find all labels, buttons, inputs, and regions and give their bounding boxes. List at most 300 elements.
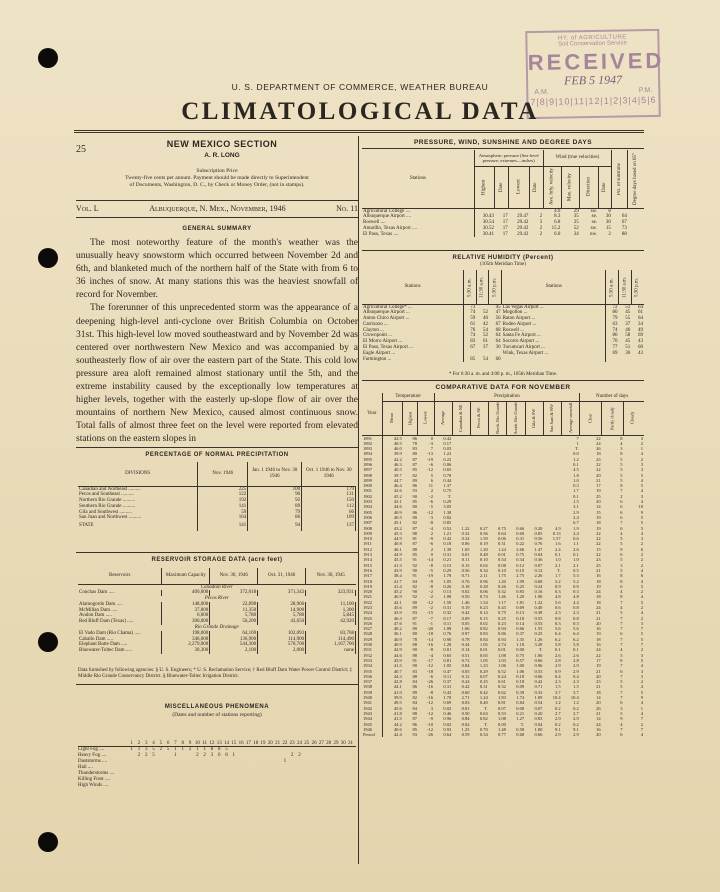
comparative-value: 22 <box>596 461 601 467</box>
comparative-value: 0.25 <box>479 679 488 685</box>
comparative-value: -19 <box>427 573 434 579</box>
day-number: 4 <box>152 741 155 746</box>
summary-heading: GENERAL SUMMARY <box>182 226 252 232</box>
humidity-value: 45 <box>495 304 501 310</box>
comparative-value: 14 <box>596 504 601 510</box>
pressure-value: 17 <box>502 225 508 231</box>
storage-value: 22,898 <box>210 602 258 608</box>
comparative-value: 92 <box>412 562 417 568</box>
comparative-value: 0.10 <box>479 557 488 563</box>
punch-hole <box>38 248 58 268</box>
day-number: 8 <box>181 741 184 746</box>
pressure-table <box>362 150 644 237</box>
comparative-value: T. <box>538 647 543 653</box>
comparative-value: 0.07 <box>534 562 543 568</box>
comparative-value: 4 <box>640 710 643 716</box>
phenomena-row <box>78 783 356 789</box>
comparative-value: 0.29 <box>443 567 452 573</box>
comparative-value: 0 <box>430 552 434 558</box>
phenomenon-label: Heavy Fog .... <box>78 753 107 758</box>
storage-value: 5,845 <box>306 613 356 619</box>
comparative-value: 9 <box>640 695 643 701</box>
day-number: 2 <box>137 741 141 746</box>
comparative-value: 5 <box>620 477 623 483</box>
comparative-value: 1.35 <box>516 636 525 642</box>
year: 1891 <box>362 435 382 441</box>
comparative-value: 7 <box>620 488 623 494</box>
comparative-value: 45.3 <box>393 530 402 536</box>
humidity-value: 46 <box>625 327 631 333</box>
humidity-heading: RELATIVE HUMIDITY (Percent) <box>452 255 554 261</box>
page-title: CLIMATOLOGICAL DATA <box>181 98 539 125</box>
comparative-value: 4.9 <box>554 525 561 531</box>
comparative-value: 0.66 <box>534 732 543 738</box>
comparative-value: 1.48 <box>498 726 506 732</box>
comparative-value: 85 <box>412 726 417 732</box>
year: 1894 <box>362 451 382 456</box>
divider <box>362 148 644 149</box>
comparative-value: 0.1 <box>554 647 561 653</box>
comparative-value: 6.2 <box>573 636 579 642</box>
comparative-value: 0.53 <box>534 668 543 674</box>
comparative-value: 0.24 <box>534 583 543 589</box>
comparative-value: 0.24 <box>461 679 470 685</box>
comparative-value: 0.01 <box>498 647 506 653</box>
comparative-value: 0.94 <box>498 626 506 632</box>
pressure-value: 17 <box>502 220 508 226</box>
pressure-value: 2 <box>539 214 543 220</box>
division-name: Northern Rio Grande .......... <box>78 498 198 504</box>
comparative-value: 16 <box>596 642 601 648</box>
pressure-value: 29 <box>573 208 579 214</box>
comparative-value: 0.66 <box>534 657 543 663</box>
comparative-value: 26 <box>596 705 601 711</box>
comparative-value: 0.02 <box>461 589 470 595</box>
comparative-value: 0.31 <box>443 684 452 690</box>
day-number: 22 <box>282 741 288 746</box>
comparative-value: 0.24 <box>498 673 506 679</box>
year: 1914 <box>362 557 382 562</box>
humidity-value: 70 <box>612 339 618 345</box>
humidity-value: 46 <box>482 316 488 322</box>
comparative-value: 0.3 <box>573 620 579 626</box>
comparative-value: 19 <box>596 663 601 669</box>
phenomenon-count: 2 <box>298 753 301 758</box>
pressure-value: 6.0 <box>554 231 561 237</box>
comparative-value: 0.56 <box>479 530 488 536</box>
col-header: Reservoirs <box>78 568 162 584</box>
comparative-value: 1.65 <box>461 546 470 552</box>
percentage-state-row <box>78 521 356 531</box>
comparative-value: 0.68 <box>534 578 543 584</box>
comparative-value: 0.09 <box>516 684 525 690</box>
year: 1897 <box>362 467 382 472</box>
comparative-value: 88 <box>412 710 417 716</box>
col-header: Canadian & NE <box>452 401 470 435</box>
comparative-value: 6 <box>620 668 623 674</box>
comparative-value: 0.50 <box>461 594 470 600</box>
percentage-value: 150 <box>302 498 356 504</box>
humidity-value: 74 <box>470 310 476 316</box>
divider <box>76 217 358 218</box>
humidity-value: 56 <box>495 316 501 322</box>
comparative-value: 0.01 <box>498 552 506 558</box>
reservoir-group: Pecos River <box>204 596 229 602</box>
pressure-value: se. <box>591 214 598 220</box>
humidity-value: 74 <box>470 333 476 339</box>
comparative-value: 0.72 <box>461 657 470 663</box>
comparative-value: -12 <box>427 710 434 716</box>
comparative-value: 85 <box>412 552 417 558</box>
storage-value: 346,000 <box>162 637 210 643</box>
year: 1934 <box>362 663 382 668</box>
comparative-value: 0.75 <box>516 652 525 658</box>
percentage-value: 86 <box>248 515 302 521</box>
humidity-value: 59 <box>470 316 476 322</box>
comparative-value: 1.5 <box>554 684 561 690</box>
comparative-value: 0.29 <box>479 668 488 674</box>
year: 1941 <box>362 700 382 705</box>
comparative-value: T. <box>484 721 488 727</box>
day-number: 13 <box>216 741 222 746</box>
comparative-value: 0.3 <box>573 483 579 489</box>
station-name: El Paso, Texas .... <box>362 232 474 238</box>
comparative-value: 21 <box>596 668 601 674</box>
comparative-value: 6 <box>640 573 643 579</box>
station-name: Wink, Texas Airport ... <box>502 351 606 357</box>
col-header: Oct. 31, 1946 <box>258 568 306 584</box>
comparative-value: 0.17 <box>443 440 452 446</box>
comparative-value: 0.40 <box>534 605 543 610</box>
comparative-value: 91 <box>412 573 417 579</box>
comparative-value: 2.71 <box>461 695 470 701</box>
phenomena-subtitle: (Dates and number of stations reporting) <box>172 712 262 718</box>
phenomenon-count <box>230 783 237 789</box>
comparative-value: 2.3 <box>554 610 561 616</box>
phenomenon-label: Thunderstorms .... <box>78 771 115 776</box>
col-header: Stations <box>362 150 474 208</box>
percentage-value: 59 <box>198 510 248 516</box>
comparative-value: 82 <box>412 472 417 478</box>
comparative-value: -4 <box>429 652 434 658</box>
comparative-value: 0.64 <box>498 530 506 536</box>
humidity-value: 63 <box>612 321 618 327</box>
day-number: 26 <box>311 741 317 746</box>
comparative-value: 2 <box>640 721 643 727</box>
humidity-value: 47 <box>495 310 501 316</box>
comparative-value: 4 <box>620 721 623 727</box>
pressure-value: 8.3 <box>554 214 561 220</box>
station-name: Las Vegas Airport ... <box>502 304 606 310</box>
comparative-value: 84 <box>412 705 417 711</box>
comparative-value: 0.83 <box>479 631 488 637</box>
station-name: Rodeo Airport ... <box>502 322 606 328</box>
comparative-value: 0.83 <box>534 716 543 722</box>
comparative-value: 0.53 <box>534 620 543 626</box>
phenomenon-count: 1 <box>283 759 287 764</box>
comparative-value: 0.97 <box>461 631 470 637</box>
comparative-value: 86 <box>412 721 417 727</box>
comparative-value: 86 <box>412 435 417 441</box>
comparative-value: 5 <box>620 541 623 547</box>
comparative-value: 5 <box>640 689 643 695</box>
comparative-value: 4 <box>640 477 643 483</box>
phenomenon-count: 1 <box>181 747 184 752</box>
comparative-value: 0.13 <box>443 589 452 595</box>
col-header: Stations <box>502 270 606 304</box>
comparative-value: 1.2 <box>554 700 561 706</box>
comparative-value: 2 <box>640 589 643 595</box>
comparative-value: -8 <box>429 562 434 568</box>
comparative-value: 0.07 <box>534 705 543 711</box>
phenomenon-count: 5 <box>225 747 228 752</box>
phenomenon-count <box>303 783 310 789</box>
comparative-value: 0.65 <box>443 652 452 658</box>
comparative-value: 0.10 <box>498 567 506 573</box>
comparative-value: 87 <box>412 456 417 462</box>
comparative-value: 42.6 <box>393 488 402 494</box>
comparative-value: 41.9 <box>393 689 402 695</box>
phenomena-day-header <box>78 740 356 747</box>
comparative-value: 7 <box>576 435 579 441</box>
comparative-value: 0.02 <box>479 620 488 626</box>
pressure-value: 35 <box>573 214 579 220</box>
comparative-value: 0.02 <box>461 721 470 727</box>
comparative-value: 3 <box>640 461 643 467</box>
comparative-value: 1.06 <box>534 652 543 658</box>
comparative-value: 5 <box>640 472 643 478</box>
humidity-table <box>362 270 644 362</box>
pressure-value: 17 <box>502 214 508 220</box>
comparative-value: -26 <box>427 679 434 685</box>
group-header: Number of days <box>580 393 644 401</box>
comparative-value: 1.90 <box>534 594 543 600</box>
year: 1930 <box>362 642 382 647</box>
storage-value: 323,931 <box>306 590 356 596</box>
divider <box>76 200 358 201</box>
year: Period <box>362 732 382 737</box>
division-name: Canadian and Northeast .......... <box>78 486 198 492</box>
comparative-value: 0.09 <box>461 615 470 621</box>
comparative-value: 21 <box>596 477 601 483</box>
phenomenon-count: 1 <box>174 747 177 752</box>
comparative-value: 90 <box>412 663 417 669</box>
storage-value: 2,000 <box>258 648 306 654</box>
comparative-value: 15 <box>596 546 601 552</box>
comparative-value: 20 <box>596 620 601 626</box>
comparative-value: -16 <box>427 642 434 648</box>
comparative-value: 1.38 <box>443 509 452 515</box>
col-header: Maximum Capacity <box>162 568 210 584</box>
comparative-value: 0.1 <box>573 552 579 558</box>
comparative-value: 0.46 <box>443 710 452 716</box>
comparative-value: 1.26 <box>534 636 543 642</box>
pressure-value: sw. <box>590 225 598 231</box>
comparative-value: 5 <box>620 710 623 716</box>
comparative-value: 88 <box>412 530 417 536</box>
comparative-value: 22 <box>596 541 601 547</box>
phenomenon-count <box>223 783 230 789</box>
comparative-value: 18 <box>596 599 601 605</box>
storage-value: 400,000 <box>162 590 210 596</box>
comparative-value: 0.82 <box>479 626 488 632</box>
comparative-value: 0.15 <box>479 615 488 621</box>
comparative-value: 2 <box>640 562 643 568</box>
pressure-value: 88 <box>621 231 627 237</box>
percentage-value: 137 <box>302 521 356 531</box>
phenomenon-count: 2 <box>188 747 192 752</box>
comparative-value: 0.42 <box>461 610 470 616</box>
humidity-value: 83 <box>470 339 476 345</box>
comparative-value: 44.9 <box>393 552 402 558</box>
comparative-value: 5 <box>620 652 623 658</box>
comparative-value: 87 <box>412 525 417 531</box>
comparative-value: 47.6 <box>393 620 402 626</box>
comparative-value: 22 <box>596 530 601 536</box>
comparative-value: -12 <box>427 599 434 605</box>
comparative-value: 46.1 <box>393 546 402 552</box>
comparative-value: 0.54 <box>479 732 488 738</box>
comparative-value: 5 <box>620 467 623 473</box>
comparative-value: 1.17 <box>498 599 506 605</box>
storage-value: 42,920 <box>306 619 356 625</box>
comparative-value: 2.3 <box>573 679 579 685</box>
comparative-value: 40.9 <box>393 636 402 642</box>
col-header: Pct. of sunshine <box>612 150 628 208</box>
year: 1904 <box>362 504 382 509</box>
col-header: Year <box>362 393 382 435</box>
comparative-value: 40.5 <box>393 467 402 473</box>
comparative-value: 6 <box>620 631 623 637</box>
comparative-value: 5.2 <box>573 578 579 584</box>
comparative-value: 2.66 <box>516 546 525 552</box>
humidity-value: 37 <box>625 321 631 327</box>
phenomenon-count: 1 <box>174 753 177 758</box>
percentage-value: 96 <box>248 492 302 498</box>
comparative-value: 82 <box>412 520 417 526</box>
comparative-value: 3 <box>640 668 643 674</box>
comparative-value: 9.1 <box>573 726 579 732</box>
phenomenon-count <box>157 783 164 789</box>
phenomenon-count <box>267 783 274 789</box>
comparative-value: 0.0 <box>573 451 579 457</box>
comparative-value: 0.03 <box>443 446 452 452</box>
station-name: Socorro Airport ... <box>502 339 606 345</box>
comparative-value: 0.68 <box>516 732 525 738</box>
comparative-value: 4 <box>640 594 643 600</box>
comparative-value: 0.20 <box>534 710 543 716</box>
comparative-value: 5.3 <box>573 573 579 579</box>
comparative-value: 88 <box>412 673 417 679</box>
comparative-value: 0.13 <box>552 530 561 536</box>
humidity-value: 67 <box>495 321 501 327</box>
phenomenon-label: Duststorms .... <box>78 759 108 764</box>
comparative-value: 18 <box>596 689 601 695</box>
comparative-value: 4 <box>640 451 643 457</box>
humidity-value: 54 <box>482 356 488 362</box>
comparative-value: 1.75 <box>498 573 506 579</box>
pressure-value: 30.41 <box>482 231 494 237</box>
col-header: 11:30 a.m. <box>476 270 489 304</box>
comparative-value: 2.7 <box>554 710 561 716</box>
year: 1942 <box>362 706 382 711</box>
year: 1931 <box>362 647 382 652</box>
comparative-value: 0.3 <box>554 620 561 626</box>
comparative-value: 0.1 <box>573 647 579 653</box>
comparative-value: 0.8 <box>573 615 579 621</box>
storage-value: 1,167,700 <box>306 642 356 648</box>
station-name: Anton Chico Airport ... <box>362 316 464 322</box>
comparative-value: 8 <box>620 578 623 584</box>
comparative-value: 0.75 <box>498 525 506 531</box>
comparative-value: 2.9 <box>573 509 579 515</box>
phenomenon-count: 2 <box>290 753 294 758</box>
comparative-value: -7 <box>429 615 434 621</box>
storage-value: 56,200 <box>210 619 258 625</box>
agency-name: U. S. DEPARTMENT OF COMMERCE, WEATHER BUREAU <box>231 82 489 92</box>
year: 1898 <box>362 473 382 478</box>
phenomenon-count: 3 <box>210 753 214 758</box>
comparative-value: 0.96 <box>479 578 488 584</box>
phenomenon-count: 1 <box>203 747 206 752</box>
phenomenon-label: High Winds .... <box>78 783 109 788</box>
comparative-value: 0.53 <box>498 710 506 716</box>
comparative-value: 0.76 <box>443 631 452 637</box>
subscription-note <box>76 168 358 188</box>
comparative-value: -15 <box>427 610 434 616</box>
comparative-value: -13 <box>427 451 434 457</box>
humidity-value: 64 <box>638 316 643 322</box>
comparative-value: 0.81 <box>498 700 506 706</box>
comparative-value: 84 <box>412 700 417 706</box>
phenomena-heading: MISCELLANEOUS PHENOMENA <box>164 704 270 710</box>
station-name: Agricultural College .... <box>362 208 474 214</box>
comparative-value: 4 <box>640 684 643 690</box>
comparative-value: 0.00 <box>516 705 525 711</box>
comparative-heading: COMPARATIVE DATA FOR NOVEMBER <box>435 384 571 391</box>
comparative-value: 1.22 <box>443 451 452 457</box>
comparative-value: 0.65 <box>479 652 488 658</box>
storage-value: 43,650 <box>258 619 306 625</box>
pressure-value: 17 <box>502 231 508 237</box>
phenomenon-count <box>274 783 281 789</box>
comparative-value: 0.58 <box>516 726 525 732</box>
comparative-value: -18 <box>427 631 434 637</box>
comparative-value: 0.18 <box>516 673 525 679</box>
comparative-value: 23 <box>596 679 601 685</box>
comparative-value: 20 <box>596 732 601 738</box>
comparative-value: T. <box>520 721 525 727</box>
comparative-value: 0.78 <box>443 472 452 478</box>
comparative-value: 44.9 <box>393 536 402 542</box>
comparative-value: 1.08 <box>498 716 506 722</box>
year: 1905 <box>362 510 382 515</box>
station-name: El Paso, Texas Airport ... <box>362 345 464 351</box>
comparative-value: 6.4 <box>573 631 579 637</box>
station-name: Farmington ... <box>362 357 464 363</box>
storage-value: 1,300 <box>306 608 356 614</box>
place-date: Albuquerque, N. Mex., November, 1946 <box>149 204 286 213</box>
comparative-value: 0.01 <box>461 705 470 711</box>
comparative-value: 0.19 <box>479 541 488 547</box>
comparative-value: 10.4 <box>570 695 579 701</box>
comparative-value: 46.3 <box>393 615 402 621</box>
comparative-value: 2 <box>640 647 643 653</box>
phenomenon-count: 5 <box>166 747 170 752</box>
phenomenon-count <box>332 783 339 789</box>
comparative-value: 16 <box>596 726 601 732</box>
comparative-value: 5 <box>620 610 623 616</box>
